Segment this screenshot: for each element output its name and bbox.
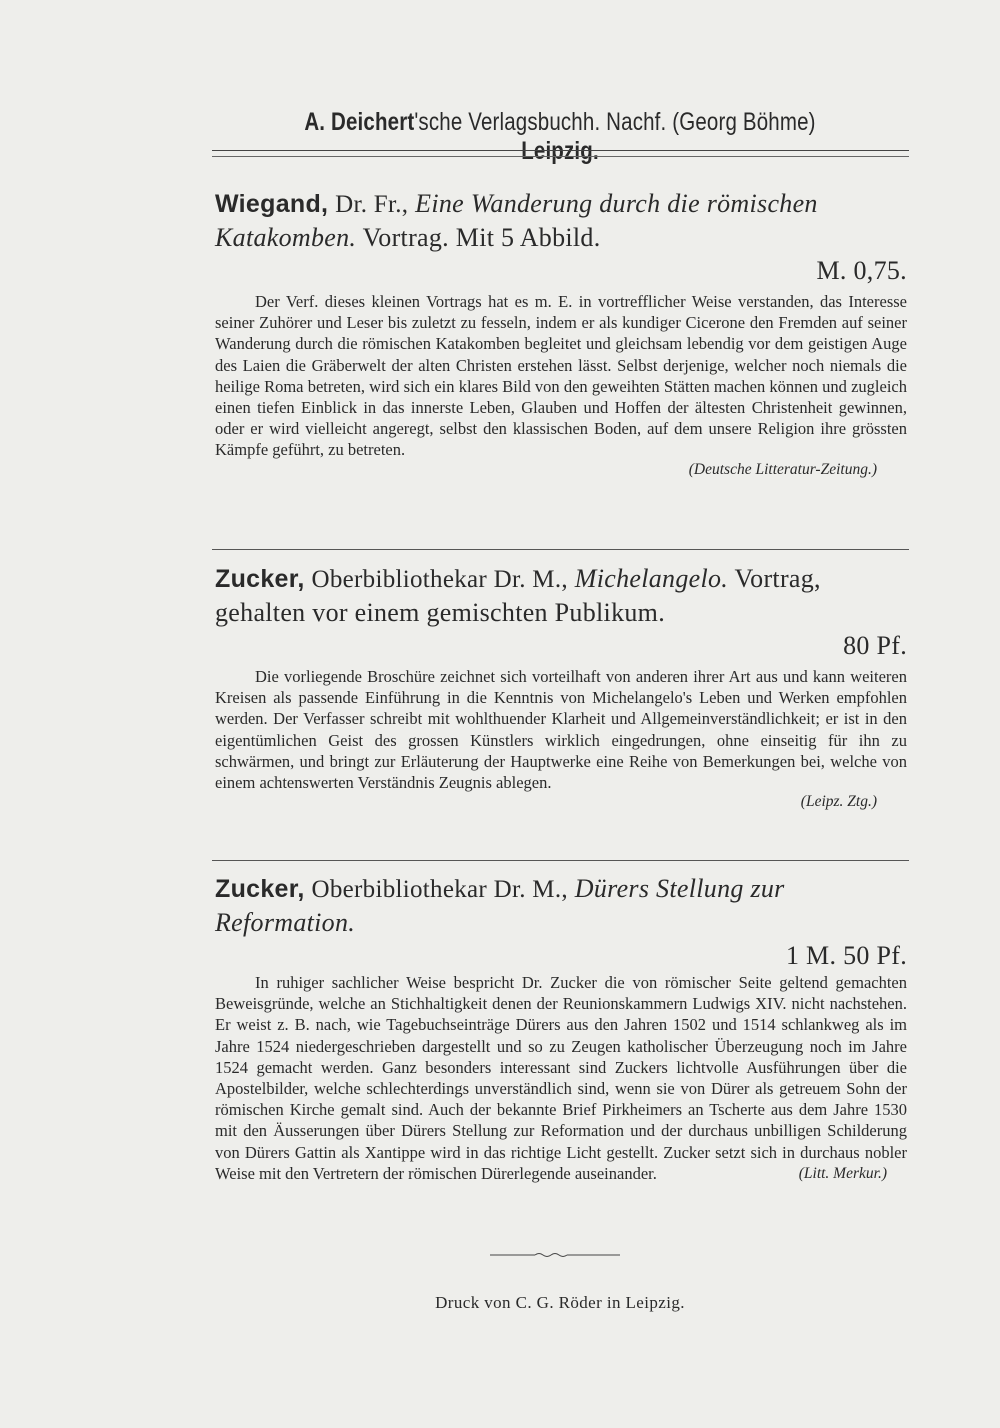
entry-subtitle: Vortrag. Mit 5 Abbild. — [362, 223, 601, 252]
entry-title — [215, 872, 907, 970]
entry-work-title: Michelangelo. — [574, 564, 729, 593]
entry-review-body: In ruhiger sachlicher Weise bespricht Dr. Zucker die von römischer Seite geltend gemachten Beweisgründe, welche an Stichhaltigkeit denen der Reunionskammern Ludwigs XIV. nicht nachstehen. Er weist z. B. nach, wie Tagebuchseinträge Dürers aus den Jahren 1502 und 1514 schlankweg als im Jahre 1524 niedergeschrieben dargestellt und so zu Zeugen katholischer Überzeugung noch im Jahre 1524 gemacht werden. Ganz besonders interessant sind Zuckers lichtvolle Ausführungen über die Apostelbilder, welche schlechterdings unverständlich sind, wenn sie von Dürer als getreuem Sohn der römischen Kirche gemalt sind. Auch der bekannte Brief Pirkheimers an Tscherte aus dem Jahre 1530 mit den Äusserungen über Dürers Stellung zur Reformation und der durchaus unbilligen Schilderung von Dürers Gattin als Xantippe wird in das richtige Licht gestellt. Zucker setzt sich in durchaus nobler Weise mit den Vertretern der römischen Dürerlegende auseinander. — [215, 973, 907, 1183]
entry-review-text: Der Verf. dieses kleinen Vortrags hat es m. E. in vortrefflicher Weise verstanden, das Interesse seiner Zuhörer und Leser bis zuletzt zu fesseln, indem er als kundiger Cicerone den Fremden auf seiner Wanderung durch die römischen Katakomben begleitet und gleichsam lebendig vor dem geistigen Auge des Laien die Gräberwelt der alten Christen erstehen lässt. Selbst derjenige, welcher noch niemals die heilige Roma betreten, wird sich ein klares Bild von den geweihten Stätten machen können und zugleich einen tiefen Einblick in das innerste Leben, Glauben und Hoffen der ältesten Christenheit gewinnen, oder er wird vielleicht angeregt, selbst den klassischen Boden, auf dem unsere Religion ihre grössten Kämpfe geführt, zu betreten. — [215, 292, 907, 460]
entry-title — [215, 187, 907, 287]
entry-title — [215, 562, 907, 662]
entry-price: 80 Pf. — [843, 631, 907, 660]
entry-degree: Dr. Fr., — [335, 191, 409, 218]
publisher-city: Leipzig. — [521, 137, 599, 165]
entry-subtitle: Vortrag, gehalten vor einem gemischten Publikum. — [215, 564, 821, 627]
separator-rule — [212, 860, 909, 861]
entry-degree: Oberbibliothekar Dr. M., — [311, 876, 568, 903]
publisher-suffix: 'sche Verlagsbuchh. Nachf. (Georg Böhme) — [414, 108, 816, 136]
entry-author: Zucker, — [215, 875, 305, 903]
entry-zucker-duerer — [215, 872, 907, 1184]
entry-work-title: Eine Wanderung durch die römischen Katakomben. — [215, 189, 818, 252]
publisher-header — [273, 108, 847, 166]
entry-work-title: Dürers Stellung zur Reformation. — [215, 874, 785, 937]
entry-review-text — [215, 972, 907, 1184]
entry-author: Wiegand, — [215, 190, 329, 218]
entry-review-source: (Leipz. Ztg.) — [800, 793, 877, 811]
publisher-name: A. Deichert — [304, 108, 415, 136]
header-double-rule — [212, 150, 909, 157]
entry-wiegand — [215, 187, 907, 479]
entry-zucker-michelangelo — [215, 562, 907, 811]
entry-review-source: (Litt. Merkur.) — [798, 1164, 887, 1182]
entry-degree: Oberbibliothekar Dr. M., — [311, 566, 568, 593]
entry-review-source: (Deutsche Litteratur-Zeitung.) — [688, 460, 877, 478]
entry-author: Zucker, — [215, 565, 305, 593]
separator-rule — [212, 549, 909, 550]
entry-price: M. 0,75. — [816, 256, 907, 285]
entry-review-text: Die vorliegende Broschüre zeichnet sich vorteilhaft von anderen ihrer Art aus und kann weiteren Kreisen als passende Einführung in die Kenntnis von Michelangelo's Leben und Werken empfohlen werden. Der Verfasser schreibt mit wohlthuender Klarheit und Allgemeinverständlichkeit; er ist in den eigentümlichen Geist des grossen Künstlers wirklich eingedrungen, ohne einseitig für ihn zu schwärmen, und bringt zur Erläuterung der Hauptwerke eine Reihe von Bemerkungen bei, welche von einem achtenswerten Verständnis Zeugnis ablegen. — [215, 667, 907, 793]
entry-price: 1 M. 50 Pf. — [785, 941, 907, 970]
ornament-divider — [490, 1250, 620, 1260]
printer-imprint: Druck von C. G. Röder in Leipzig. — [435, 1293, 685, 1312]
